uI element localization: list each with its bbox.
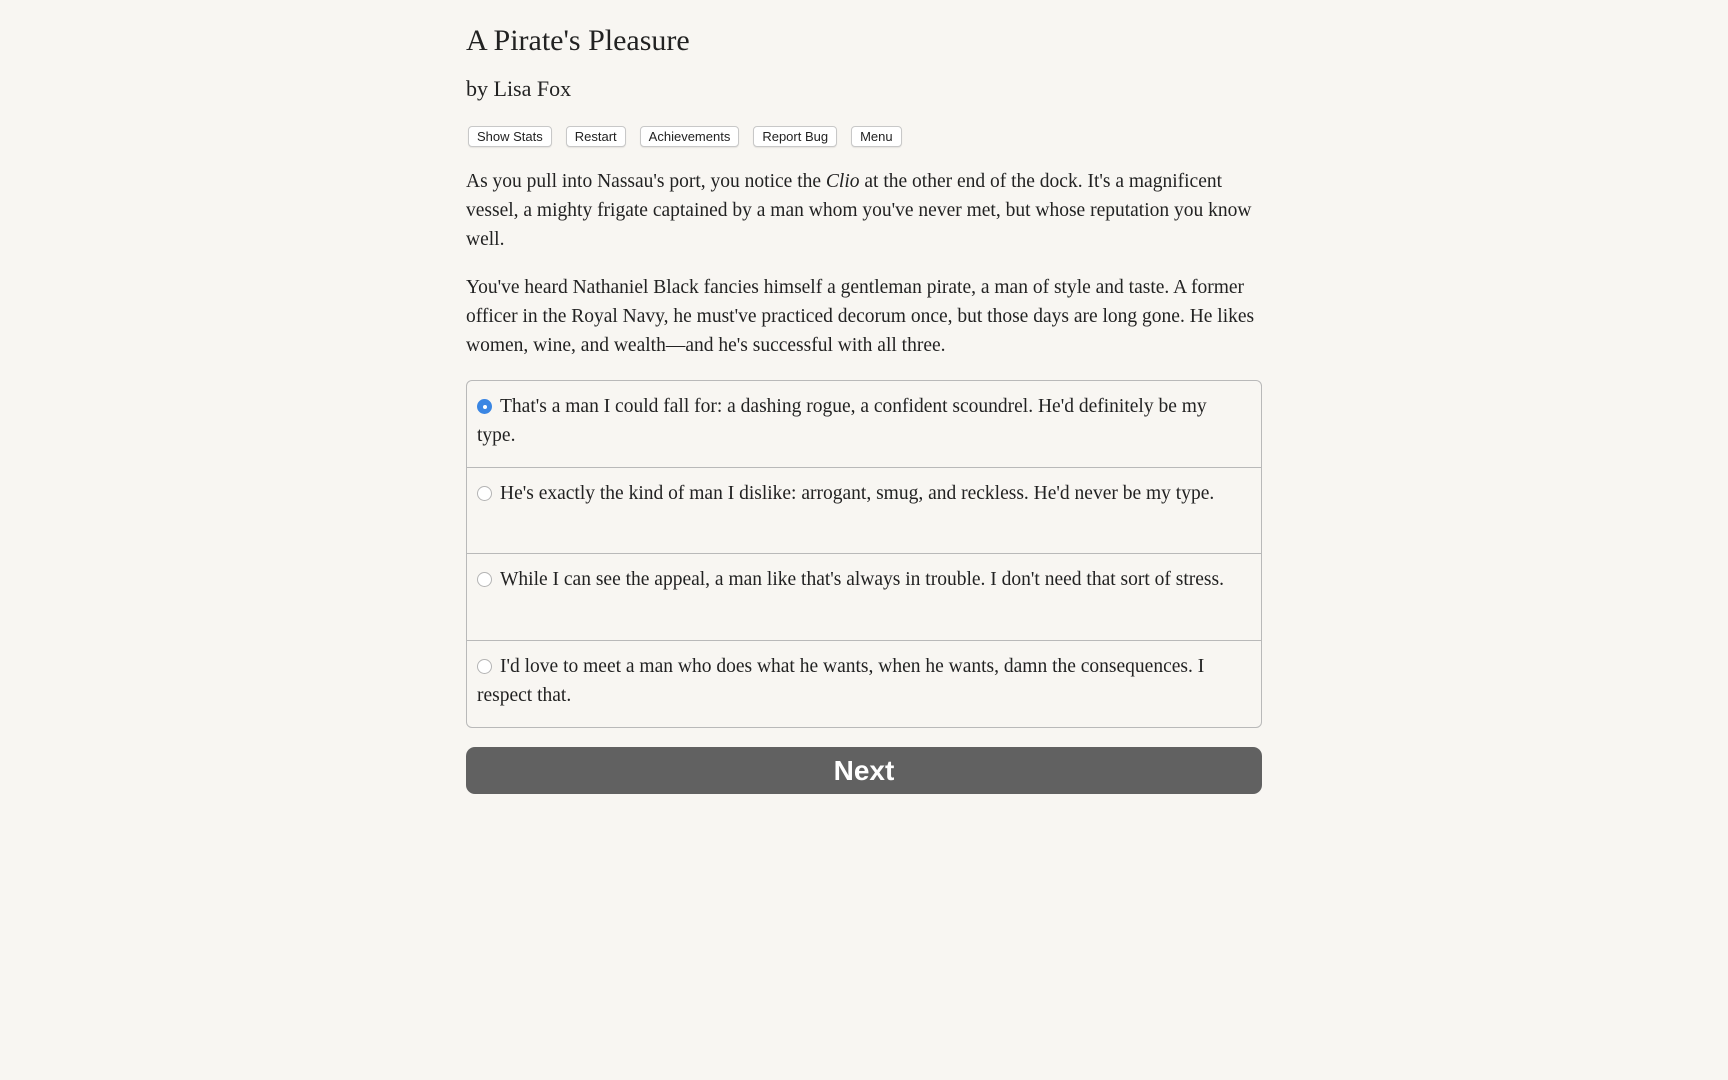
game-author: by Lisa Fox (466, 76, 572, 101)
achievements-button[interactable]: Achievements (640, 126, 740, 147)
choice-option-2[interactable] (467, 468, 1261, 555)
next-button[interactable]: Next (466, 747, 1262, 794)
story-text (466, 167, 1262, 379)
story-p1-before: As you pull into Nassau's port, you notice the (466, 171, 826, 192)
choice-label-3: While I can see the appeal, a man like that's always in trouble. I don't need that sort of stress. (500, 569, 1224, 590)
radio-button-2[interactable] (477, 486, 492, 501)
choice-option-1[interactable] (467, 381, 1261, 468)
report-bug-button[interactable]: Report Bug (753, 126, 837, 147)
radio-button-1[interactable] (477, 399, 492, 414)
story-paragraph-1 (466, 167, 1262, 254)
menu-button[interactable]: Menu (851, 126, 902, 147)
radio-button-3[interactable] (477, 572, 492, 587)
choice-option-3[interactable] (467, 554, 1261, 641)
choice-list (466, 380, 1262, 728)
choice-label-1: That's a man I could fall for: a dashing rogue, a confident scoundrel. He'd definitely be my type. (477, 396, 1207, 446)
toolbar (468, 126, 902, 147)
story-p1-after: at the other end of the dock. It's a magnificent vessel, a mighty frigate captained by a man whom you've never met, but whose reputation you know well. (466, 171, 1252, 250)
game-title: A Pirate's Pleasure (466, 24, 690, 57)
ship-name: Clio (825, 171, 860, 192)
choice-option-4[interactable] (467, 641, 1261, 728)
radio-button-4[interactable] (477, 659, 492, 674)
show-stats-button[interactable]: Show Stats (468, 126, 552, 147)
choice-label-2: He's exactly the kind of man I dislike: arrogant, smug, and reckless. He'd never be my type. (500, 482, 1215, 504)
restart-button[interactable]: Restart (566, 126, 626, 147)
story-paragraph-2: You've heard Nathaniel Black fancies himself a gentleman pirate, a man of style and taste. A former officer in the Royal Navy, he must've practiced decorum once, but those days are long gone. He likes women, wine, and wealth—and he's successful with all three. (466, 277, 1255, 356)
choice-label-4: I'd love to meet a man who does what he wants, when he wants, damn the consequences. I respect that. (477, 655, 1205, 706)
